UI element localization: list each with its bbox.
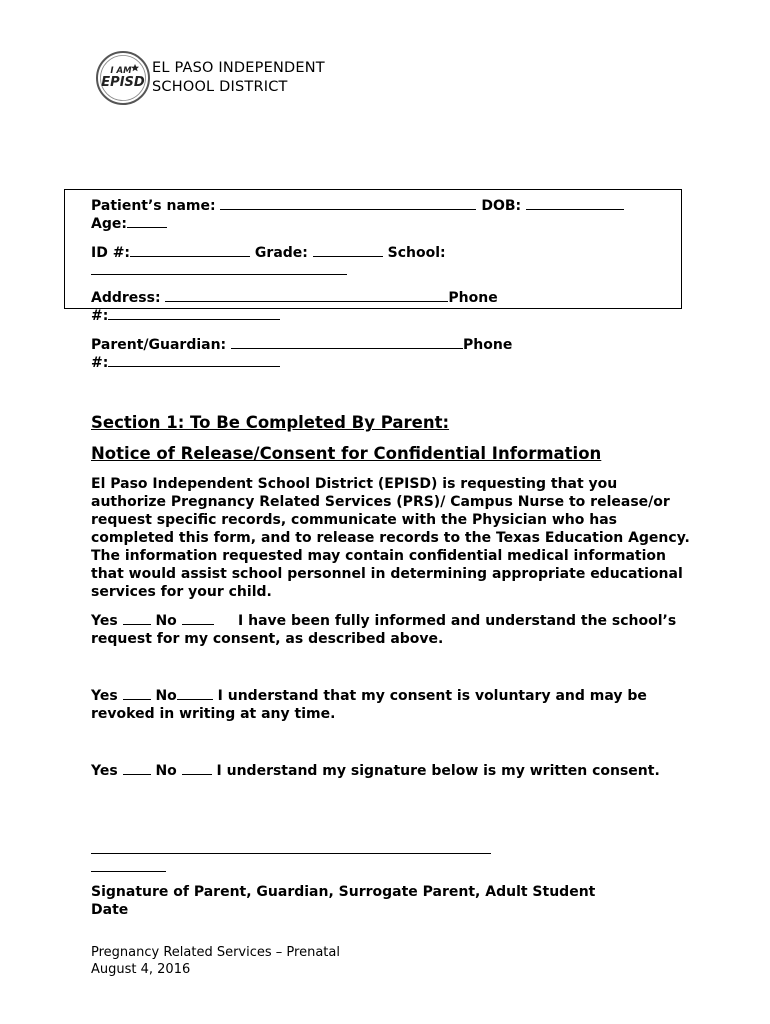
consent-1-no-label: No	[155, 613, 177, 629]
id-field[interactable]	[130, 244, 250, 257]
consent-item-3	[91, 762, 691, 780]
patient-name-row	[91, 197, 624, 214]
phone-label: Phone	[448, 290, 498, 306]
section1-title: Section 1: To Be Completed By Parent:	[91, 413, 450, 432]
date-line[interactable]	[91, 871, 166, 872]
dob-label: DOB:	[481, 198, 522, 214]
consent-3-yes-label: Yes	[91, 763, 118, 779]
guardian-phone-hash: #:	[91, 355, 109, 371]
consent-2-no-label: No	[155, 688, 177, 704]
signature-label-line1: Signature of Parent, Guardian, Surrogate Parent, Adult Student	[91, 884, 596, 900]
consent-1-text: I have been fully informed and understand the school’s request for my consent, as described above.	[91, 613, 677, 647]
phone-row	[91, 307, 280, 324]
guardian-row	[91, 336, 512, 353]
consent-3-yes-blank[interactable]	[123, 762, 151, 775]
footer-date: August 4, 2016	[91, 961, 191, 977]
id-row	[91, 244, 446, 261]
signature-label-line2: Date	[91, 902, 129, 918]
address-label: Address:	[91, 290, 161, 306]
guardian-field[interactable]	[231, 336, 463, 349]
district-name	[152, 59, 325, 97]
consent-1-yes-label: Yes	[91, 613, 118, 629]
footer	[91, 945, 340, 978]
age-label: Age:	[91, 216, 127, 232]
signature-label	[91, 883, 691, 919]
consent-1-no-blank[interactable]	[182, 612, 214, 625]
phone-field[interactable]	[108, 307, 280, 320]
grade-label: Grade:	[254, 245, 308, 261]
consent-1-yes-blank[interactable]	[123, 612, 151, 625]
school-label: School:	[387, 245, 446, 261]
consent-item-1	[91, 612, 691, 648]
district-name-line1: EL PASO INDEPENDENT	[152, 60, 325, 76]
address-row	[91, 289, 498, 306]
grade-field[interactable]	[313, 244, 383, 257]
consent-3-no-label: No	[155, 763, 177, 779]
consent-2-yes-blank[interactable]	[123, 687, 151, 700]
school-field[interactable]	[91, 262, 347, 275]
id-label: ID #:	[91, 245, 131, 261]
svg-text:I AM: I AM	[110, 66, 132, 76]
age-row	[91, 215, 167, 232]
dob-field[interactable]	[526, 197, 624, 210]
patient-name-label: Patient’s name:	[91, 198, 216, 214]
consent-item-2	[91, 687, 691, 723]
episd-seal-icon	[95, 50, 151, 106]
svg-text:EPISD: EPISD	[101, 75, 145, 90]
address-field[interactable]	[165, 289, 448, 302]
consent-3-no-blank[interactable]	[182, 762, 212, 775]
consent-2-yes-label: Yes	[91, 688, 118, 704]
guardian-phone-row	[91, 354, 280, 371]
guardian-label: Parent/Guardian:	[91, 337, 227, 353]
guardian-phone-field[interactable]	[108, 354, 280, 367]
age-field[interactable]	[127, 215, 167, 228]
consent-2-text: I understand that my consent is voluntary and may be revoked in writing at any time.	[91, 688, 647, 722]
consent-3-text: I understand my signature below is my written consent.	[216, 763, 660, 779]
guardian-phone-label: Phone	[463, 337, 513, 353]
signature-line[interactable]	[91, 853, 491, 854]
patient-name-field[interactable]	[220, 197, 476, 210]
phone-hash: #:	[91, 308, 109, 324]
district-name-line2: SCHOOL DISTRICT	[152, 79, 288, 95]
notice-title: Notice of Release/Consent for Confidential Information	[91, 444, 602, 463]
school-row	[91, 262, 347, 279]
consent-body-paragraph: El Paso Independent School District (EPISD) is requesting that you authorize Pregnancy Related Services (PRS)/ Campus Nurse to release/or request specific records, communicate with the Physician who has completed this form, and to release records to the Texas Education Agency. The information requested may contain confidential medical information that would assist school personnel in determining appropriate educational services for your child.	[91, 476, 690, 600]
consent-2-no-blank[interactable]	[177, 687, 213, 700]
district-logo	[95, 50, 335, 110]
footer-program: Pregnancy Related Services – Prenatal	[91, 945, 340, 960]
